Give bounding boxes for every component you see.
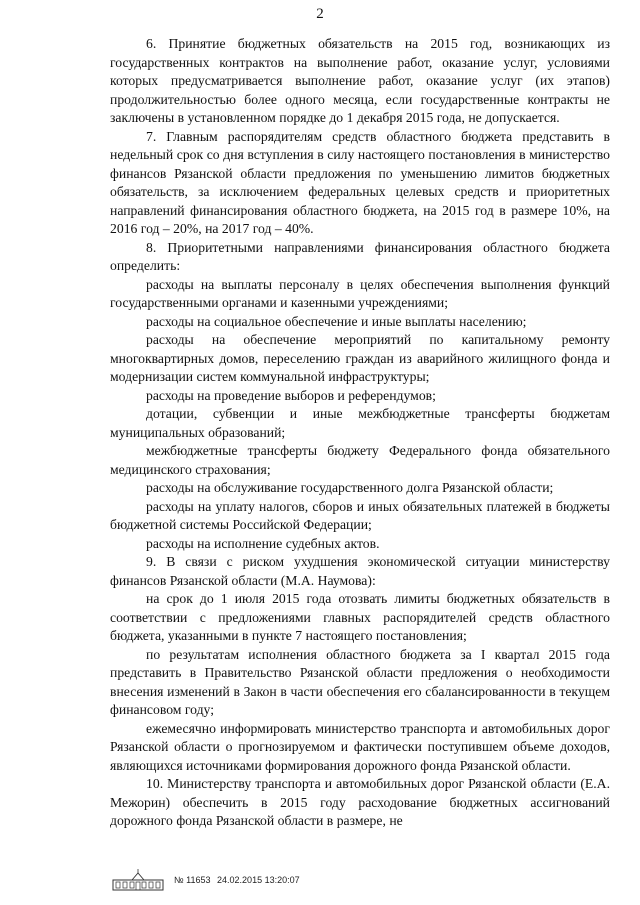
document-footer	[112, 866, 300, 894]
paragraph: по результатам исполнения областного бюджета за I квартал 2015 года представить в Правительство Рязанской области предложения о необходимости внесения изменений в Закон в части обеспечения его сбалансированности в текущем финансовом году;	[110, 646, 610, 717]
paragraph: дотации, субвенции и иные межбюджетные трансферты бюджетам муниципальных образований;	[110, 406, 610, 440]
paragraph: межбюджетные трансферты бюджету Федерального фонда обязательного медицинского страхования;	[110, 443, 610, 477]
paragraph: расходы на выплаты персоналу в целях обеспечения выполнения функций государственными органами и казенными учреждениями;	[110, 276, 610, 310]
paragraph: расходы на проведение выборов и референдумов;	[146, 387, 436, 403]
building-stamp-icon	[112, 868, 164, 892]
page-number: 2	[316, 6, 324, 22]
paragraph: расходы на обеспечение мероприятий по капитальному ремонту многоквартирных домов, переселению граждан из аварийного жилищного фонда и модернизации систем коммунальной инфраструктуры;	[110, 332, 610, 384]
document-body	[110, 35, 610, 831]
paragraph: 10. Министерству транспорта и автомобильных дорог Рязанской области (Е.А. Межорин) обеспечить в 2015 году расходование бюджетных ассигнований дорожного фонда Рязанской области в размере, не	[110, 776, 610, 828]
paragraph: 9. В связи с риском ухудшения экономической ситуации министерству финансов Рязанской области (М.А. Наумова):	[110, 554, 610, 588]
registration-timestamp: 24.02.2015 13:20:07	[217, 875, 300, 885]
paragraph: расходы на социальное обеспечение и иные выплаты населению;	[146, 313, 527, 329]
paragraph: расходы на исполнение судебных актов.	[146, 535, 380, 551]
paragraph: расходы на обслуживание государственного долга Рязанской области;	[146, 480, 554, 495]
paragraph: 6. Принятие бюджетных обязательств на 2015 год, возникающих из государственных контрактов на выполнение работ, оказание услуг, условиями которых предусматривается выполнение работ, оказание услуг (их этапов) продолжительностью более одного месяца, если государственные контракты не заключены в установленном порядке до 1 декабря 2015 года, не допускается.	[110, 36, 610, 125]
paragraph: расходы на уплату налогов, сборов и иных обязательных платежей в бюджеты бюджетной системы Российской Федерации;	[110, 498, 610, 532]
paragraph: 8. Приоритетными направлениями финансирования областного бюджета определить:	[110, 239, 610, 273]
paragraph: 7. Главным распорядителям средств областного бюджета представить в недельный срок со дня вступления в силу настоящего постановления в министерство финансов Рязанской области предложения по уменьшению лимитов бюджетных обязательств, за исключением федеральных целевых средств и приоритетных направлений финансирования областного бюджета, на 2015 год в размере 10%, на 2016 год – 20%, на 2017 год – 40%.	[110, 128, 610, 236]
paragraph: на срок до 1 июля 2015 года отозвать лимиты бюджетных обязательств в соответствии с предложениями главных распорядителей средств областного бюджета, указанными в пункте 7 настоящего постановления;	[110, 591, 610, 643]
registration-stamp	[174, 875, 300, 885]
paragraph: ежемесячно информировать министерство транспорта и автомобильных дорог Рязанской области о прогнозируемом и фактически поступившем объеме доходов, являющихся источниками формирования дорожного фонда Рязанской области.	[110, 720, 610, 773]
document-number: № 11653	[174, 875, 211, 885]
